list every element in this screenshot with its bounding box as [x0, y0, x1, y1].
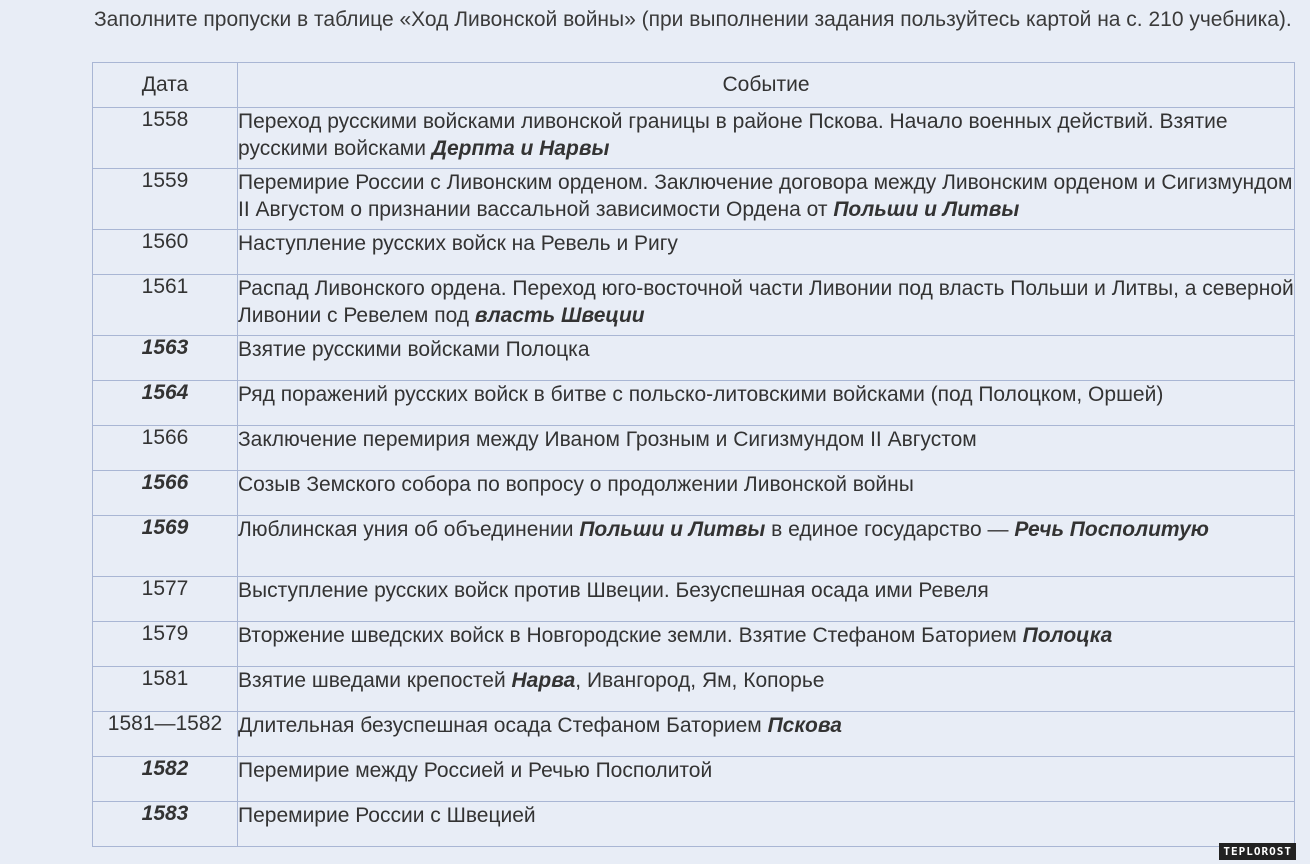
table-row — [93, 712, 1295, 757]
table-row — [93, 230, 1295, 275]
table-row — [93, 471, 1295, 516]
event-text: Взятие шведами крепостей — [238, 669, 512, 692]
table-row — [93, 577, 1295, 622]
event-text: в единое государство — — [765, 518, 1015, 541]
event-text: Перемирие России с Швецией — [238, 804, 536, 827]
date-cell: 1560 — [93, 230, 238, 275]
date-cell: 1581—1582 — [93, 712, 238, 757]
event-cell — [238, 757, 1295, 802]
filled-answer: Полоцка — [1022, 624, 1113, 647]
date-cell: 1581 — [93, 667, 238, 712]
table-row — [93, 426, 1295, 471]
date-cell: 1561 — [93, 275, 238, 336]
table-row — [93, 757, 1295, 802]
event-text: Ряд поражений русских войск в битве с польско-литовскими войсками (под Полоцком, Оршей) — [238, 383, 1164, 406]
date-cell: 1563 — [93, 336, 238, 381]
event-text: , Ивангород, Ям, Копорье — [575, 669, 825, 692]
event-cell — [238, 516, 1295, 577]
table-row — [93, 169, 1295, 230]
table-row — [93, 275, 1295, 336]
event-text: Взятие русскими войсками Полоцка — [238, 338, 590, 361]
event-cell — [238, 802, 1295, 847]
filled-answer: Польши и Литвы — [833, 198, 1020, 221]
event-text: Распад Ливонского ордена. Переход юго-восточной части Ливонии под власть Польши и Литвы, а северной Ливонии с Ревелем под — [238, 277, 1294, 327]
event-cell — [238, 667, 1295, 712]
event-text: Созыв Земского собора по вопросу о продолжении Ливонской войны — [238, 473, 914, 496]
date-cell: 1577 — [93, 577, 238, 622]
watermark-logo: TEPLOROST — [1219, 843, 1296, 860]
filled-answer: Дерпта и Нарвы — [431, 137, 610, 160]
date-cell: 1564 — [93, 381, 238, 426]
filled-answer: Речь Посполитую — [1014, 518, 1209, 541]
table-row — [93, 381, 1295, 426]
table-row — [93, 802, 1295, 847]
event-cell — [238, 622, 1295, 667]
event-text: Перемирие между Россией и Речью Посполитой — [238, 759, 713, 782]
table-row — [93, 622, 1295, 667]
date-cell: 1579 — [93, 622, 238, 667]
event-text: Люблинская уния об объединении — [238, 518, 580, 541]
event-cell — [238, 426, 1295, 471]
livonian-war-table — [92, 62, 1295, 847]
event-cell — [238, 169, 1295, 230]
event-cell — [238, 275, 1295, 336]
event-cell — [238, 336, 1295, 381]
event-text: Перемирие России с Ливонским орденом. Заключение договора между Ливонским орденом и Сигизмундом II Августом о признании вассальной зависимости Ордена от — [238, 171, 1293, 221]
table-row — [93, 108, 1295, 169]
date-cell: 1569 — [93, 516, 238, 577]
filled-answer: Польши и Литвы — [579, 518, 766, 541]
event-cell — [238, 577, 1295, 622]
table-body — [93, 108, 1295, 847]
date-cell: 1583 — [93, 802, 238, 847]
event-text: Выступление русских войск против Швеции. Безуспешная осада ими Ревеля — [238, 579, 989, 602]
event-cell — [238, 230, 1295, 275]
event-text: Длительная безуспешная осада Стефаном Баторием — [238, 714, 768, 737]
event-text: Переход русскими войсками ливонской границы в районе Пскова. Начало военных действий. Взятие русскими войсками — [238, 110, 1228, 160]
event-cell — [238, 471, 1295, 516]
filled-answer: Нарва — [511, 669, 576, 692]
date-cell: 1566 — [93, 426, 238, 471]
event-column-header: Событие — [238, 63, 1295, 108]
date-cell: 1582 — [93, 757, 238, 802]
date-cell: 1558 — [93, 108, 238, 169]
date-column-header: Дата — [93, 63, 238, 108]
event-cell — [238, 381, 1295, 426]
table-header-row — [93, 63, 1295, 108]
table-row — [93, 516, 1295, 577]
date-cell: 1566 — [93, 471, 238, 516]
event-text: Вторжение шведских войск в Новгородские земли. Взятие Стефаном Баторием — [238, 624, 1023, 647]
event-cell — [238, 712, 1295, 757]
filled-answer: власть Швеции — [474, 304, 645, 327]
date-cell: 1559 — [93, 169, 238, 230]
filled-answer: Пскова — [767, 714, 842, 737]
event-text: Наступление русских войск на Ревель и Ригу — [238, 232, 678, 255]
task-instruction: Заполните пропуски в таблице «Ход Ливонской войны» (при выполнении задания пользуйтесь картой на с. 210 учебника). — [94, 8, 1292, 31]
table-row — [93, 667, 1295, 712]
event-text: Заключение перемирия между Иваном Грозным и Сигизмундом II Августом — [238, 428, 977, 451]
event-cell — [238, 108, 1295, 169]
table-row — [93, 336, 1295, 381]
